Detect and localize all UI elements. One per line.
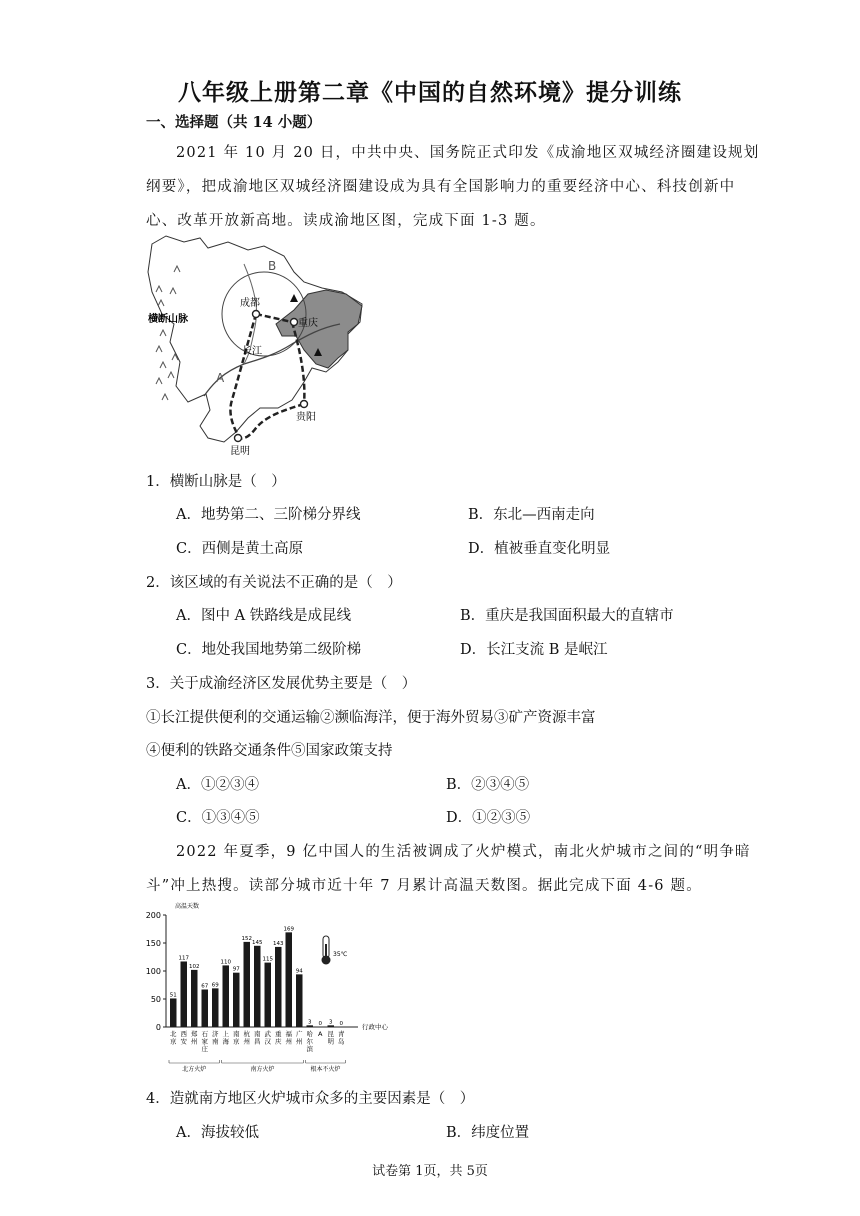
chongqing-region <box>276 290 362 368</box>
q2-option-c[interactable]: C．地处我国地势第二级阶梯 <box>176 642 362 658</box>
bar-重庆 <box>275 947 282 1027</box>
high-temp-days-chart <box>144 898 406 1076</box>
value-label: 143 <box>273 940 284 947</box>
y-axis-label: 高温天数 <box>175 903 200 910</box>
bar-杭州 <box>244 942 251 1027</box>
bar-广州 <box>296 974 303 1027</box>
mountain-symbols <box>154 266 180 400</box>
intro1-line3: 心、改革开放新高地。读成渝地区图，完成下面 1-3 题。 <box>146 213 546 229</box>
bar-石家庄 <box>202 989 209 1027</box>
x-tick-label: 福州 <box>285 1030 292 1046</box>
x-tick-label: 石家庄 <box>201 1030 208 1053</box>
q1-option-c[interactable]: C．西侧是黄土高原 <box>176 541 304 557</box>
intro2-line2: 斗”冲上热搜。读部分城市近十年 7 月累计高温天数图。据此完成下面 4-6 题。 <box>146 878 702 894</box>
value-label: 117 <box>178 955 189 962</box>
chengdu-dot <box>253 311 260 318</box>
q3-option-b[interactable]: B．②③④⑤ <box>446 777 530 793</box>
x-tick-label: 武汉 <box>264 1030 271 1046</box>
q2-option-a[interactable]: A．图中 A 铁路线是成昆线 <box>176 608 352 624</box>
label-chongqing: 重庆 <box>298 318 318 329</box>
chengyu-map <box>144 232 368 458</box>
value-label: 51 <box>169 992 177 999</box>
x-tick-label: 广州 <box>296 1030 303 1046</box>
q2-option-b[interactable]: B．重庆是我国面积最大的直辖市 <box>460 608 674 624</box>
value-label: 3 <box>329 1019 333 1026</box>
value-label: 102 <box>189 963 200 970</box>
x-tick-label: 青岛 <box>338 1030 345 1046</box>
bar-郑州 <box>191 970 198 1027</box>
bar-哈尔滨 <box>307 1025 314 1027</box>
guiyang-dot <box>301 401 308 408</box>
thermometer-icon <box>322 936 331 965</box>
x-tick-label: 上海 <box>222 1030 229 1046</box>
x-tick-label: 郑州 <box>191 1030 198 1046</box>
label-b: B <box>268 259 277 273</box>
intro2-line1: 2022 年夏季，9 亿中国人的生活被调成了火炉模式，南北火炉城市之间的“明争暗 <box>176 844 751 860</box>
bar-北京 <box>170 998 177 1027</box>
label-kunming: 昆明 <box>230 446 250 457</box>
x-tick-label: 昆明 <box>327 1030 334 1046</box>
label-chengdu: 成都 <box>240 298 260 309</box>
q2-stem: 2．该区域的有关说法不正确的是（ ） <box>146 575 402 591</box>
bar-上海 <box>223 965 230 1027</box>
value-label: 110 <box>220 959 231 966</box>
q1-option-b[interactable]: B．东北—西南走向 <box>468 507 595 523</box>
q4-option-a[interactable]: A．海拔较低 <box>176 1125 259 1141</box>
q3-option-a[interactable]: A．①②③④ <box>176 777 259 793</box>
q3-statement-1: ①长江提供便利的交通运输②濒临海洋，便于海外贸易③矿产资源丰富 <box>146 710 596 726</box>
bar-武汉 <box>265 963 272 1027</box>
y-tick-label: 50 <box>150 995 161 1004</box>
value-label: 69 <box>211 982 219 989</box>
bar-昆明 <box>328 1025 335 1027</box>
intro1-line2: 纲要》，把成渝地区双城经济圈建设成为具有全国影响力的重要经济中心、科技创新中 <box>146 179 736 195</box>
intro1-line1: 2021 年 10 月 20 日，中共中央、国务院正式印发《成渝地区双城经济圈建设规划 <box>176 145 760 161</box>
q1-option-d[interactable]: D．植被垂直变化明显 <box>468 541 611 557</box>
page-title: 八年级上册第二章《中国的自然环境》提分训练 <box>178 79 682 106</box>
x-tick-label: 南京 <box>233 1030 240 1046</box>
q3-stem: 3．关于成渝经济区发展优势主要是（ ） <box>146 676 417 692</box>
q4-stem: 4．造就南方地区火炉城市众多的主要因素是（ ） <box>146 1091 475 1107</box>
value-label: 0 <box>339 1021 343 1027</box>
y-tick-label: 100 <box>145 967 161 976</box>
q1-stem: 1．横断山脉是（ ） <box>146 474 286 490</box>
value-label: 115 <box>262 956 273 963</box>
y-tick-label: 0 <box>155 1023 161 1032</box>
q4-option-b[interactable]: B．纬度位置 <box>446 1125 530 1141</box>
x-tick-label: A <box>318 1030 323 1038</box>
q1-option-a[interactable]: A．地势第二、三阶梯分界线 <box>176 507 361 523</box>
bar-西安 <box>181 961 188 1027</box>
value-label: 0 <box>318 1021 322 1027</box>
value-label: 3 <box>308 1019 312 1026</box>
label-guiyang: 贵阳 <box>296 412 316 423</box>
bar-济南 <box>212 988 219 1027</box>
x-tick-label: 杭州 <box>243 1030 250 1046</box>
group-label: 北方火炉 <box>182 1066 207 1073</box>
section-heading: 一、选择题（共 14 小题） <box>146 114 322 131</box>
bar-福州 <box>286 932 293 1027</box>
x-tick-label: 南昌 <box>254 1030 261 1046</box>
page-footer: 试卷第 1页，共 5页 <box>372 1164 488 1179</box>
q3-option-d[interactable]: D．①②③⑤ <box>446 810 531 826</box>
value-label: 152 <box>241 935 252 942</box>
label-changjiang: 长江 <box>242 346 262 357</box>
q3-option-c[interactable]: C．①③④⑤ <box>176 810 260 826</box>
group-label: 南方火炉 <box>250 1066 275 1073</box>
x-tick-label: 西安 <box>180 1030 187 1046</box>
value-label: 94 <box>295 968 303 975</box>
label-hengduan: 横断山脉 <box>148 314 188 325</box>
kunming-dot <box>235 435 242 442</box>
value-label: 145 <box>252 939 263 946</box>
q3-statement-2: ④便利的铁路交通条件⑤国家政策支持 <box>146 743 393 759</box>
x-tick-label: 北京 <box>170 1030 177 1046</box>
bar-南昌 <box>254 946 261 1027</box>
y-tick-label: 200 <box>145 911 161 920</box>
group-label: 根本不火炉 <box>310 1066 341 1073</box>
x-tick-label: 哈尔滨 <box>306 1030 313 1053</box>
label-a: A <box>216 371 225 385</box>
x-tick-label: 济南 <box>212 1030 219 1046</box>
value-label: 67 <box>201 983 209 990</box>
x-axis-label: 行政中心 <box>362 1023 388 1031</box>
bar-南京 <box>233 973 240 1027</box>
y-tick-label: 150 <box>145 939 161 948</box>
value-label: 97 <box>232 966 240 973</box>
value-label: 169 <box>283 926 294 933</box>
chongqing-dot <box>291 319 298 326</box>
temp-annotation: 35℃ <box>333 951 348 958</box>
q2-option-d[interactable]: D．长江支流 B 是岷江 <box>460 642 608 658</box>
x-tick-label: 重庆 <box>275 1030 282 1046</box>
